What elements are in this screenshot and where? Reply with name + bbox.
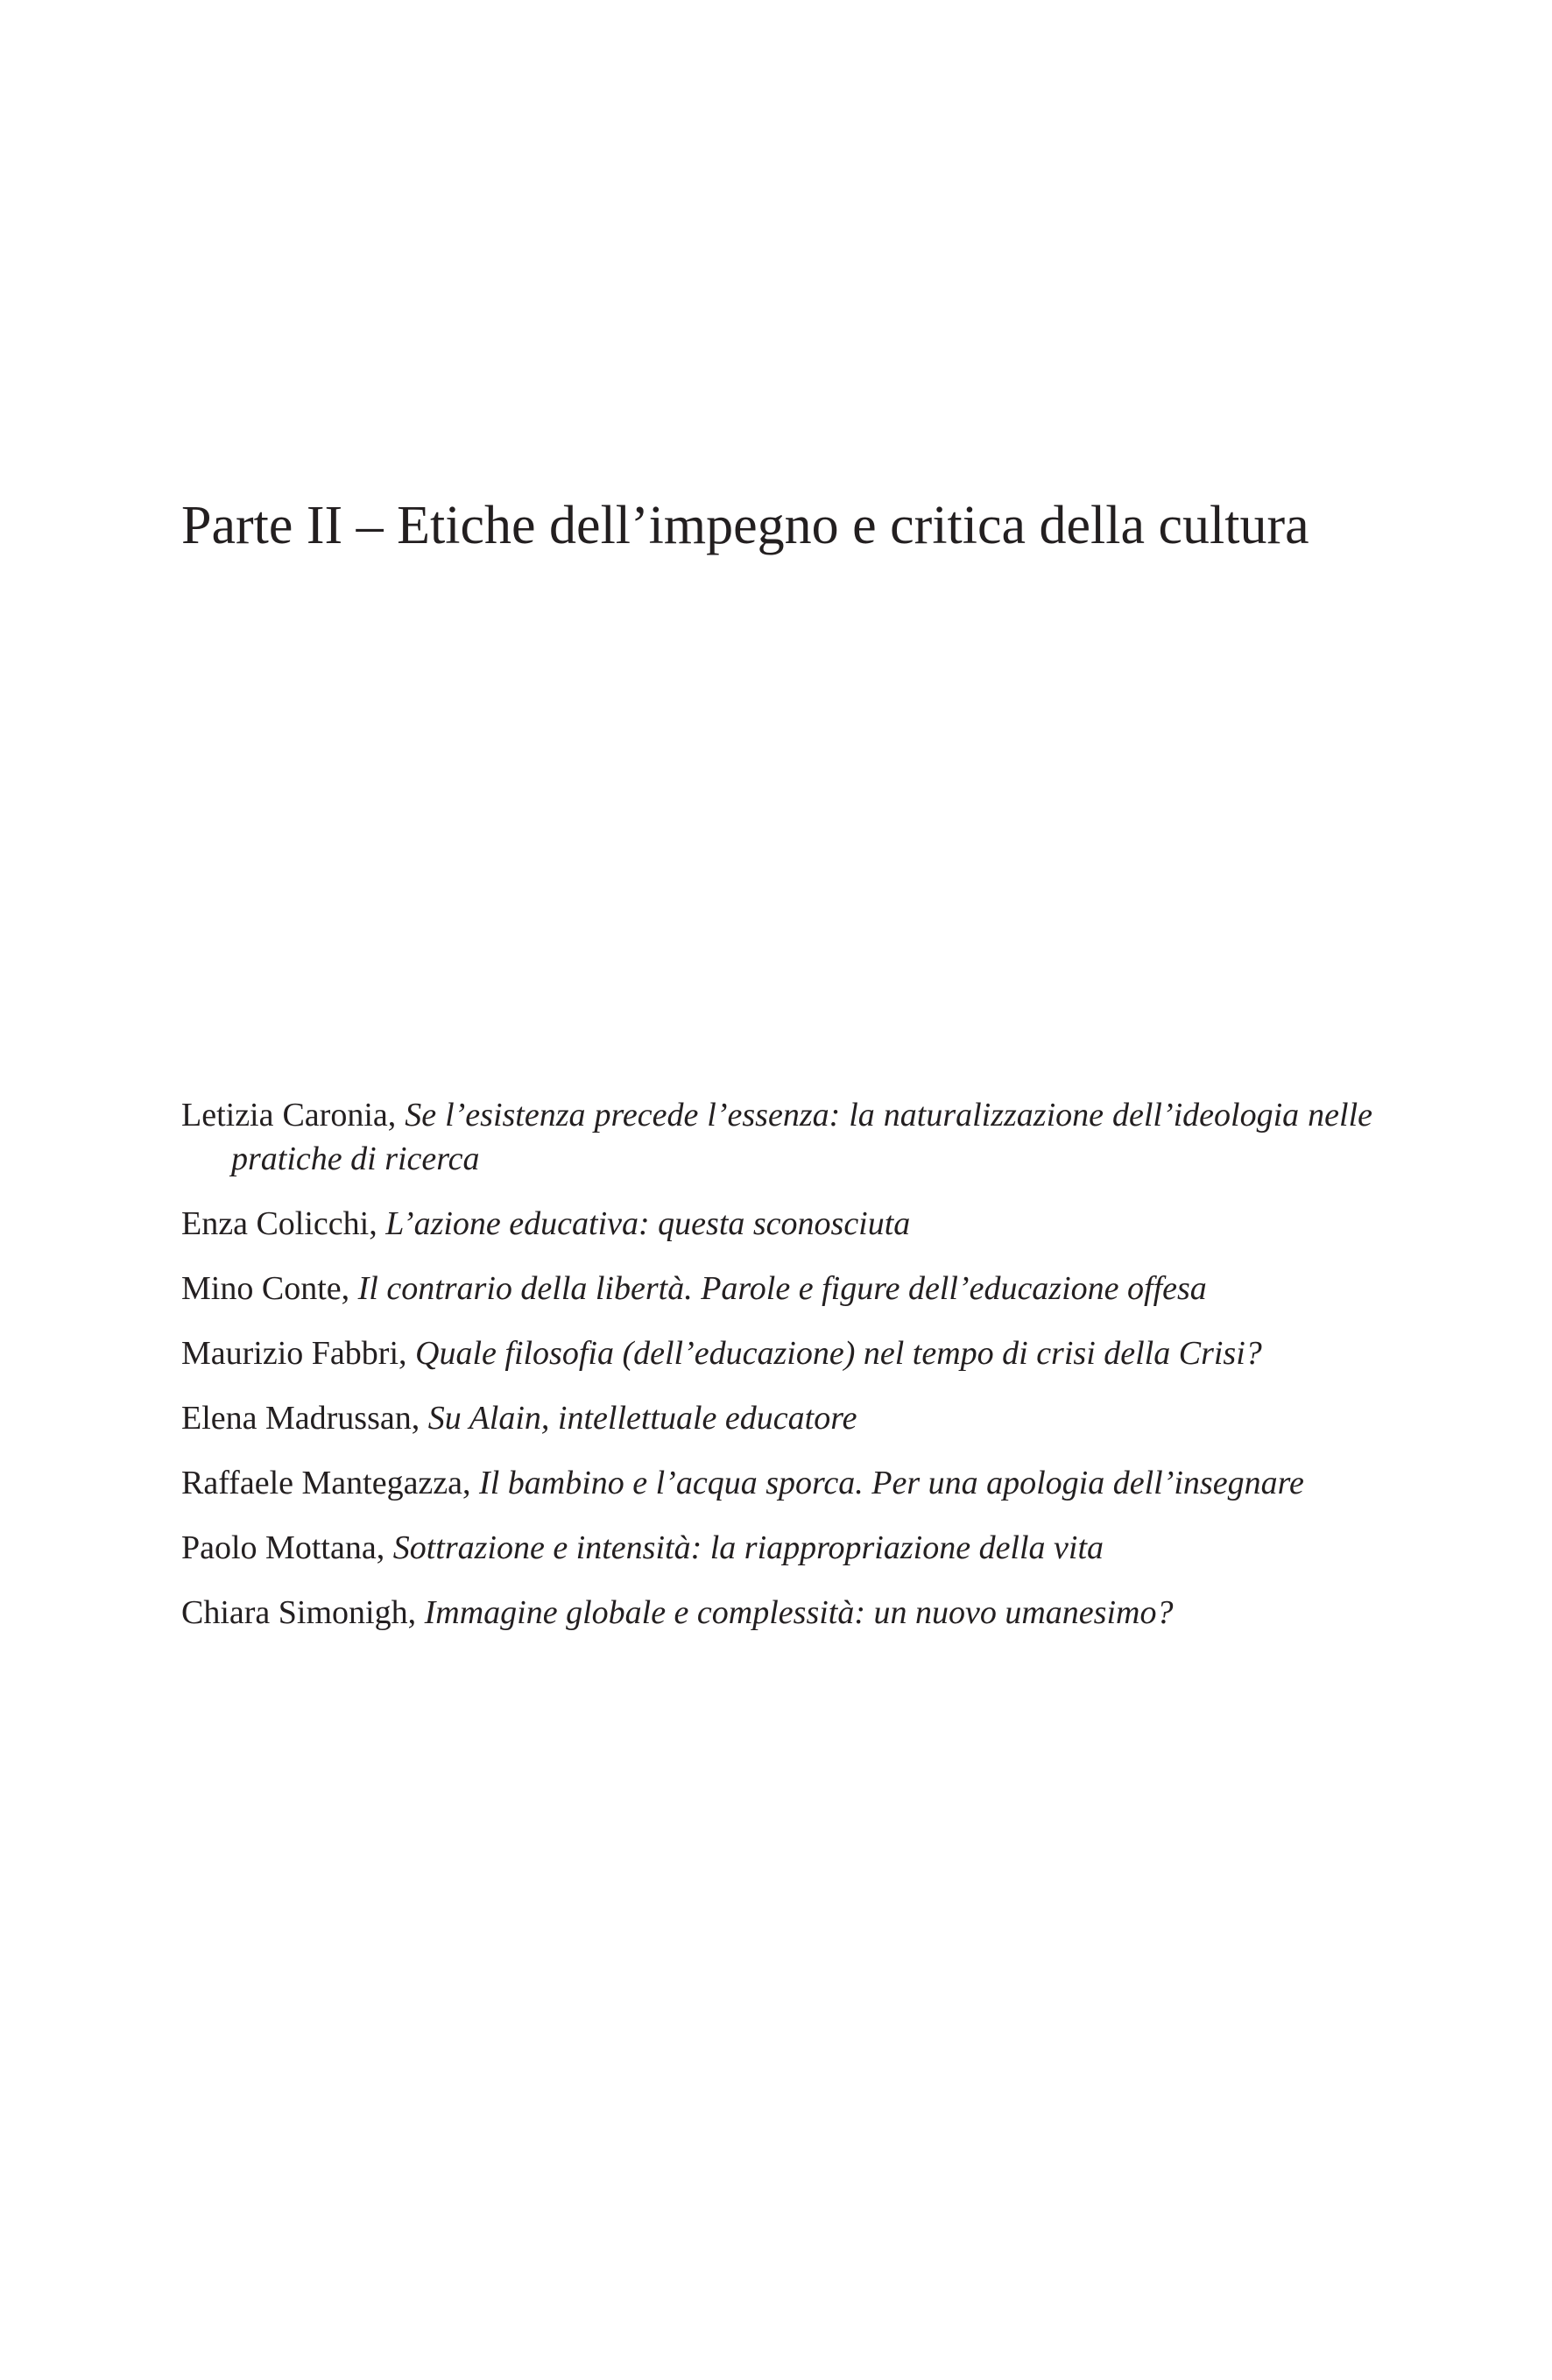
list-item <box>181 1461 1372 1505</box>
entry-title: Su Alain, intellettuale educatore <box>427 1400 857 1437</box>
contributions-list <box>181 1093 1372 1656</box>
part-title: Parte II – Etiche dell’impegno e critica della cultura <box>181 496 1309 555</box>
list-item <box>181 1093 1372 1181</box>
list-item <box>181 1331 1372 1375</box>
entry-author: Enza Colicchi, <box>181 1205 377 1242</box>
entry-author: Elena Madrussan, <box>181 1400 420 1437</box>
entry-title: Immagine globale e complessità: un nuovo umanesimo? <box>424 1594 1174 1631</box>
entry-title: Il bambino e l’acqua sporca. Per una apologia dell’insegnare <box>479 1465 1304 1501</box>
list-item <box>181 1267 1372 1310</box>
entry-title: Se l’esistenza precede l’essenza: la naturalizzazione dell’ideologia nelle pratiche di ricerca <box>231 1097 1372 1177</box>
entry-title: L’azione educativa: questa sconosciuta <box>385 1205 911 1242</box>
entry-author: Letizia Caronia, <box>181 1097 397 1134</box>
entry-title: Il contrario della libertà. Parole e figure dell’educazione offesa <box>357 1270 1207 1307</box>
list-item <box>181 1396 1372 1440</box>
entry-author: Mino Conte, <box>181 1270 350 1307</box>
entry-title: Quale filosofia (dell’educazione) nel tempo di crisi della Crisi? <box>415 1335 1262 1372</box>
list-item <box>181 1591 1372 1635</box>
entry-author: Maurizio Fabbri, <box>181 1335 407 1372</box>
list-item <box>181 1202 1372 1246</box>
entry-author: Paolo Mottana, <box>181 1529 385 1566</box>
entry-author: Raffaele Mantegazza, <box>181 1465 471 1501</box>
entry-author: Chiara Simonigh, <box>181 1594 417 1631</box>
entry-title: Sottrazione e intensità: la riappropriazione della vita <box>392 1529 1104 1566</box>
list-item <box>181 1526 1372 1570</box>
